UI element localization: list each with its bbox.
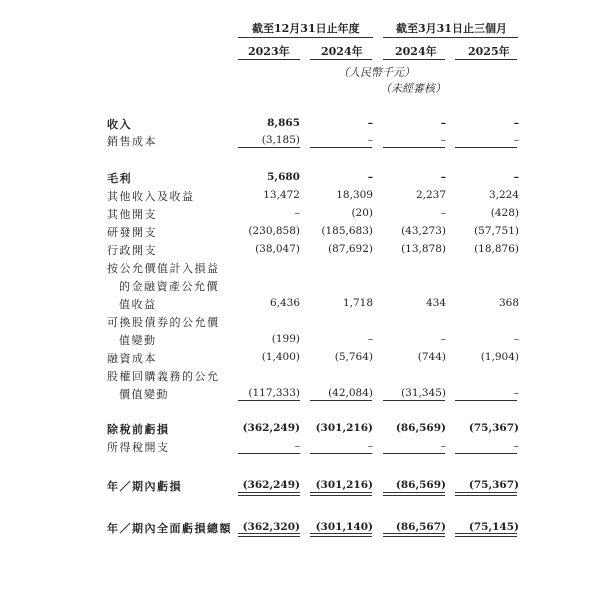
row-value: –	[367, 171, 373, 183]
row-value: (3,185)	[261, 134, 300, 146]
row-value: (75,367)	[468, 422, 519, 434]
rule-fv-4	[455, 400, 517, 401]
header-rule-fy	[238, 37, 373, 38]
row-value: 434	[425, 297, 446, 309]
row-value: –	[367, 134, 373, 146]
row-value: –	[513, 440, 519, 452]
row-value: (57,751)	[474, 225, 519, 237]
row-label: 價值變動	[119, 388, 169, 401]
row-value: (75,145)	[468, 521, 519, 533]
row-value: (362,249)	[242, 422, 300, 434]
row-value: (20)	[351, 207, 373, 219]
row-value: (43,273)	[401, 225, 446, 237]
rule-tax-1	[238, 453, 300, 454]
rule-tax-4	[455, 453, 517, 454]
row-label: 其他開支	[107, 208, 157, 221]
row-value: (42,084)	[328, 387, 373, 399]
row-value: –	[367, 333, 373, 345]
row-value: –	[440, 171, 446, 183]
rule-tax-2	[310, 453, 372, 454]
row-value: (199)	[271, 333, 300, 345]
row-value: 13,472	[263, 189, 300, 201]
row-value: –	[440, 333, 446, 345]
row-label: 所得稅開支	[107, 441, 170, 454]
row-value: (301,216)	[315, 479, 373, 491]
row-value: –	[513, 387, 519, 399]
row-value: –	[440, 440, 446, 452]
row-label: 融資成本	[107, 352, 157, 365]
row-label: 值變動	[119, 334, 157, 347]
rule-loss-4	[455, 492, 517, 496]
row-label: 研發開支	[107, 226, 157, 239]
row-value: –	[513, 134, 519, 146]
rule-total-3	[383, 533, 445, 537]
row-value: (86,569)	[395, 479, 446, 491]
row-label: 按公允價值計入損益	[107, 262, 220, 275]
rule-loss-3	[383, 492, 445, 496]
col-rule-2023	[238, 59, 300, 60]
row-value: (5,764)	[334, 351, 373, 363]
col-2024-fy: 2024年	[321, 45, 363, 58]
row-value: (301,140)	[315, 521, 373, 533]
rule-fv-2	[310, 400, 372, 401]
row-value: –	[513, 333, 519, 345]
row-value: 1,718	[342, 297, 373, 309]
row-label: 可換股債券的公允價	[107, 316, 220, 329]
row-label: 年／期內虧損	[107, 480, 182, 493]
row-value: –	[440, 117, 446, 129]
unit-label: （人民幣千元）	[338, 66, 415, 79]
row-label: 毛利	[107, 172, 132, 185]
row-value: (185,683)	[321, 225, 373, 237]
header-group-q: 截至3月31日止三個月	[396, 22, 507, 35]
row-value: (87,692)	[328, 243, 373, 255]
row-value: (362,320)	[242, 521, 300, 533]
rule-loss-1	[238, 492, 300, 496]
row-value: 5,680	[267, 171, 300, 183]
row-value: 368	[498, 297, 519, 309]
row-label: 年／期內全面虧損總額	[107, 522, 232, 535]
rule-cogs-1	[238, 147, 300, 148]
col-rule-2024-fy	[310, 59, 372, 60]
rule-fv-1	[238, 400, 300, 401]
row-value: (31,345)	[401, 387, 446, 399]
row-value: (744)	[417, 351, 446, 363]
header-group-fy: 截至12月31日止年度	[252, 22, 360, 35]
row-value: (18,876)	[474, 243, 519, 255]
row-value: (362,249)	[242, 479, 300, 491]
row-value: –	[440, 134, 446, 146]
row-label: 除稅前虧損	[107, 423, 170, 436]
row-value: 2,237	[415, 189, 446, 201]
row-value: (301,216)	[315, 422, 373, 434]
row-value: –	[513, 117, 519, 129]
row-label: 行政開支	[107, 244, 157, 257]
row-value: (13,878)	[401, 243, 446, 255]
rule-total-2	[310, 533, 372, 537]
row-value: –	[367, 440, 373, 452]
rule-fv-3	[383, 400, 445, 401]
rule-tax-3	[383, 453, 445, 454]
row-label: 其他收入及收益	[107, 190, 195, 203]
row-value: (38,047)	[255, 243, 300, 255]
row-value: 8,865	[267, 117, 300, 129]
row-value: (1,904)	[480, 351, 519, 363]
header-rule-q	[383, 37, 518, 38]
row-value: –	[294, 440, 300, 452]
col-rule-2025	[455, 59, 517, 60]
rule-cogs-3	[383, 147, 445, 148]
col-2024-q: 2024年	[395, 45, 437, 58]
row-value: 18,309	[336, 189, 373, 201]
row-value: (117,333)	[248, 387, 300, 399]
rule-total-1	[238, 533, 300, 537]
row-value: –	[294, 207, 300, 219]
row-value: (86,569)	[395, 422, 446, 434]
row-value: (230,858)	[248, 225, 300, 237]
rule-cogs-2	[310, 147, 372, 148]
rule-loss-2	[310, 492, 372, 496]
col-2023: 2023年	[248, 45, 290, 58]
row-value: 6,436	[269, 297, 300, 309]
row-value: –	[440, 207, 446, 219]
row-label: 股權回購義務的公允	[107, 370, 220, 383]
row-value: (86,567)	[395, 521, 446, 533]
row-value: 3,224	[488, 189, 519, 201]
row-value: –	[513, 171, 519, 183]
rule-cogs-4	[455, 147, 517, 148]
row-label: 銷售成本	[107, 135, 157, 148]
row-label: 收入	[107, 118, 132, 131]
rule-total-4	[455, 533, 517, 537]
row-value: (75,367)	[468, 479, 519, 491]
col-rule-2024-q	[383, 59, 445, 60]
col-2025: 2025年	[468, 45, 510, 58]
row-label: 值收益	[119, 298, 157, 311]
unaudited-label: （未經審核）	[380, 82, 446, 95]
row-value: (1,400)	[261, 351, 300, 363]
row-value: –	[367, 117, 373, 129]
row-label: 的金融資產公允價	[119, 280, 219, 293]
row-value: (428)	[490, 207, 519, 219]
